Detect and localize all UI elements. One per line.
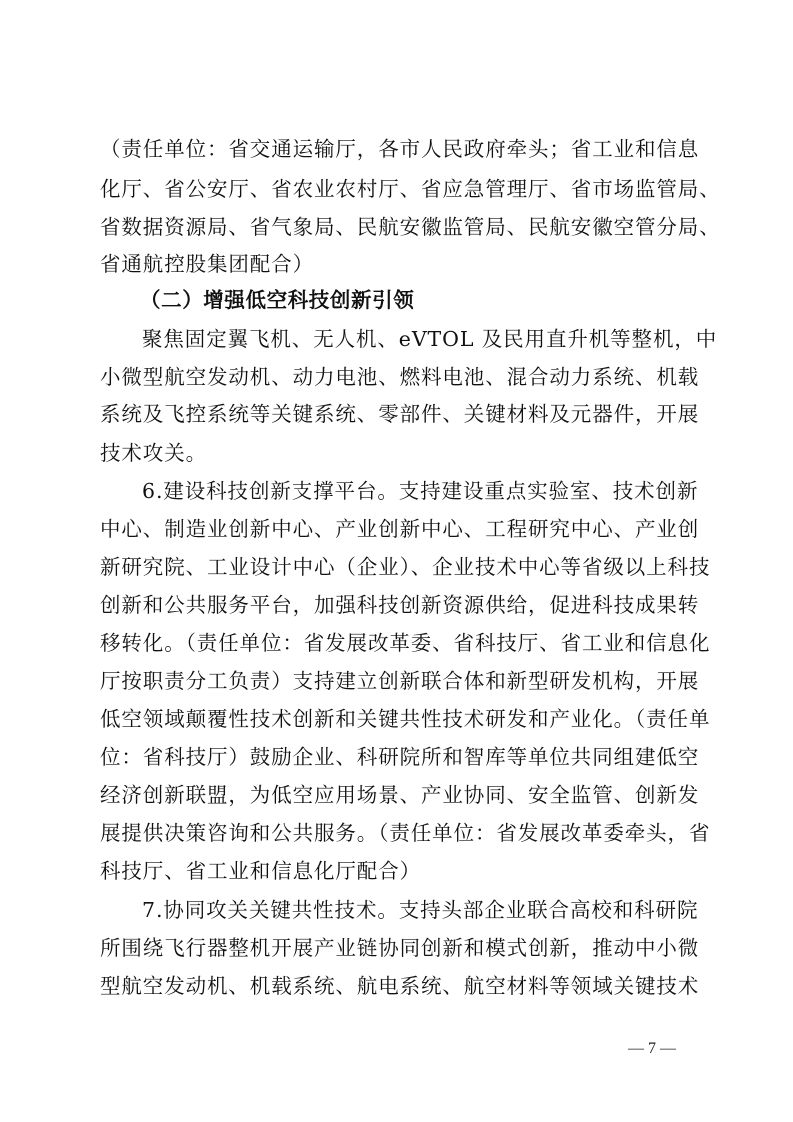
text-line: 所围绕飞行器整机开展产业链协同创新和模式创新，推动中小微 [100,936,700,960]
text-line: 省数据资源局、省气象局、民航安徽监管局、民航安徽空管分局、 [100,215,721,239]
text-line: 7.协同攻关关键共性技术。支持头部企业联合高校和科研院 [142,898,699,922]
text-line: 经济创新联盟，为低空应用场景、产业协同、安全监管、创新发 [100,783,700,807]
text-line: 低空领域颠覆性技术创新和关键共性技术研发和产业化。（责任单 [100,707,711,731]
text-line: 位：省科技厅）鼓励企业、科研院所和智库等单位共同组建低空 [100,745,700,769]
text-line: 技术攻关。 [100,441,207,465]
text-line: 小微型航空发动机、动力电池、燃料电池、混合动力系统、机载 [100,365,700,389]
page-number: — 7 — [628,1040,676,1057]
text-line: 中心、制造业创新中心、产业创新中心、工程研究中心、产业创 [100,517,700,541]
text-line: 创新和公共服务平台，加强科技创新资源供给，促进科技成果转 [100,593,700,617]
text-line: 厅按职责分工负责）支持建立创新联合体和新型研发机构，开展 [100,669,700,693]
section-heading: （二）增强低空科技创新引领 [140,288,415,312]
text-line: 展提供决策咨询和公共服务。（责任单位：省发展改革委牵头，省 [100,821,711,845]
text-line: 新研究院、工业设计中心（企业）、企业技术中心等省级以上科技 [100,555,711,579]
text-line: 化厅、省公安厅、省农业农村厅、省应急管理厅、省市场监管局、 [100,177,721,201]
text-line: 省通航控股集团配合） [100,252,314,276]
text-line: 聚焦固定翼飞机、无人机、eVTOL 及民用直升机等整机，中 [142,327,718,351]
text-line: 6.建设科技创新支撑平台。支持建设重点实验室、技术创新 [142,479,699,503]
text-line: 科技厅、省工业和信息化厅配合） [100,859,421,883]
text-line: （责任单位：省交通运输厅，各市人民政府牵头；省工业和信息 [100,137,700,161]
text-line: 移转化。（责任单位：省发展改革委、省科技厅、省工业和信息化 [100,631,711,655]
text-line: 系统及飞控系统等关键系统、零部件、关键材料及元器件，开展 [100,402,700,426]
text-line: 型航空发动机、机载系统、航电系统、航空材料等领域关键技术 [100,974,700,998]
